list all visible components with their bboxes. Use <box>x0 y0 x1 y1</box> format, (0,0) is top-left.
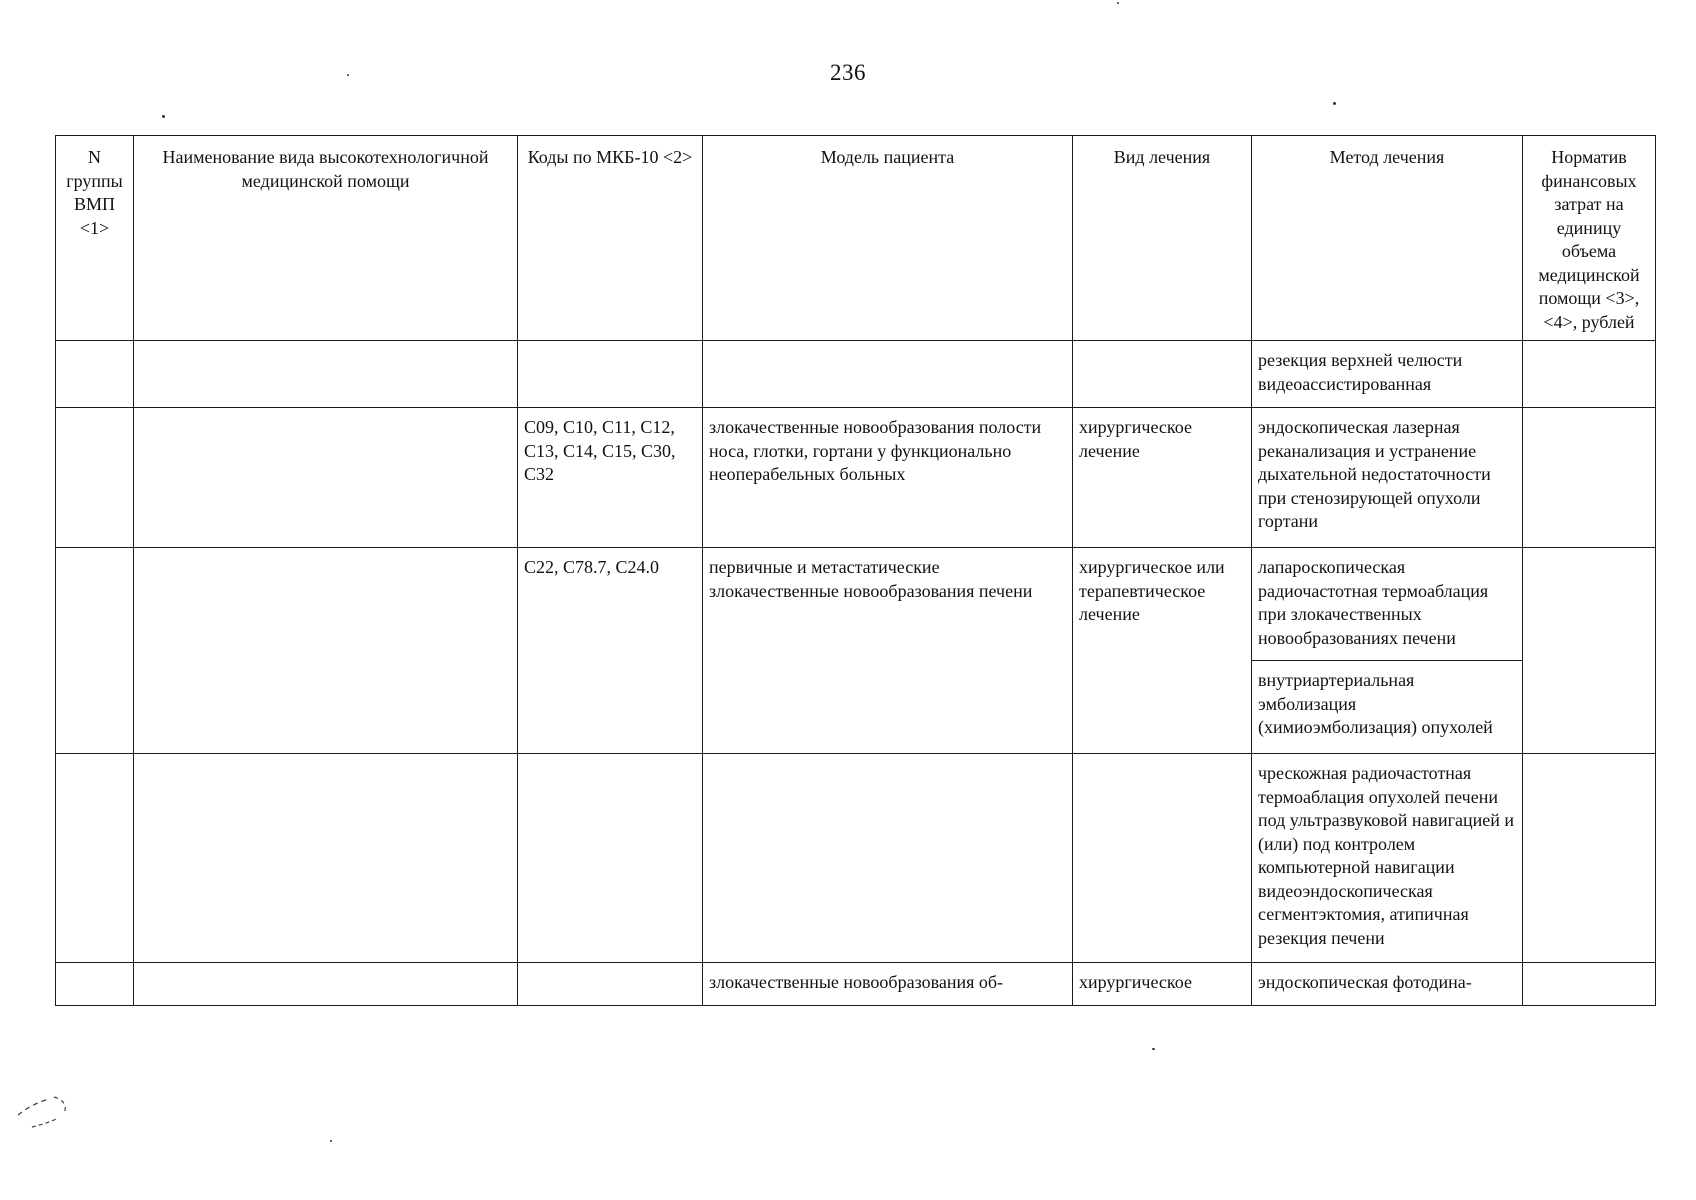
cell-method: эндоскопическая фотодина- <box>1252 963 1523 1006</box>
cell-name <box>134 963 518 1006</box>
cell-codes: C09, C10, C11, C12, C13, C14, C15, C30, C32 <box>518 408 703 548</box>
table-row <box>56 963 1656 1006</box>
scan-speck <box>1117 2 1119 4</box>
cell-name <box>134 408 518 548</box>
cell-method: лапароскопическая радиочастотная термоаблация при злокачественных новообразованиях печени <box>1252 548 1523 661</box>
cell-treatment-type: хирургическое <box>1073 963 1252 1006</box>
cell-norm <box>1523 754 1656 963</box>
cell-method: чрескожная радиочастотная термоаблация опухолей печени под ультразвуковой навигацией и (или) под контролем компьютерной навигации видеоэндоскопическая сегментэктомия, атипичная резекция печени <box>1252 754 1523 963</box>
header-name: Наименование вида высокотехнологичной медицинской помощи <box>134 136 518 341</box>
scan-speck <box>1333 102 1336 105</box>
scan-speck <box>1152 1048 1155 1050</box>
table-row <box>56 408 1656 548</box>
header-codes: Коды по МКБ-10 <2> <box>518 136 703 341</box>
cell-norm <box>1523 548 1656 754</box>
cell-treatment-type: хирургическое или терапевтическое лечение <box>1073 548 1252 754</box>
cell-norm <box>1523 341 1656 408</box>
cell-method: эндоскопическая лазерная реканализация и устранение дыхательной недостаточности при стенозирующей опухоли гортани <box>1252 408 1523 548</box>
page-number: 236 <box>830 60 866 85</box>
cell-treatment-type <box>1073 341 1252 408</box>
cell-treatment-type <box>1073 754 1252 963</box>
cell-codes <box>518 341 703 408</box>
header-model: Модель пациента <box>703 136 1073 341</box>
header-group: N группы ВМП <1> <box>56 136 134 341</box>
scan-speck <box>330 1140 332 1142</box>
scan-speck <box>162 115 165 118</box>
cell-method: внутриартериальная эмболизация (химиоэмболизация) опухолей <box>1252 661 1523 754</box>
table-row <box>56 341 1656 408</box>
cell-model <box>703 754 1073 963</box>
cell-name <box>134 341 518 408</box>
header-norm: Норматив финансовых затрат на единицу объема медицинской помощи <3>, <4>, рублей <box>1523 136 1656 341</box>
cell-codes: C22, C78.7, C24.0 <box>518 548 703 754</box>
table-row <box>56 548 1656 661</box>
cell-model <box>703 341 1073 408</box>
cell-group <box>56 548 134 754</box>
table-row <box>56 754 1656 963</box>
pen-scribble-icon <box>10 1085 80 1135</box>
cell-norm <box>1523 963 1656 1006</box>
cell-model: злокачественные новообразования об- <box>703 963 1073 1006</box>
cell-codes <box>518 963 703 1006</box>
table-header-row <box>56 136 1656 341</box>
vmp-table <box>55 135 1656 1006</box>
cell-norm <box>1523 408 1656 548</box>
scan-speck <box>347 74 349 76</box>
cell-name <box>134 754 518 963</box>
cell-group <box>56 754 134 963</box>
cell-model: злокачественные новообразования полости носа, глотки, гортани у функционально неоперабельных больных <box>703 408 1073 548</box>
cell-codes <box>518 754 703 963</box>
header-method: Метод лечения <box>1252 136 1523 341</box>
cell-group <box>56 963 134 1006</box>
cell-group <box>56 341 134 408</box>
header-treatment-type: Вид лечения <box>1073 136 1252 341</box>
cell-model: первичные и метастатические злокачественные новообразования печени <box>703 548 1073 754</box>
cell-group <box>56 408 134 548</box>
cell-name <box>134 548 518 754</box>
cell-method: резекция верхней челюсти видеоассистированная <box>1252 341 1523 408</box>
cell-treatment-type: хирургическое лечение <box>1073 408 1252 548</box>
